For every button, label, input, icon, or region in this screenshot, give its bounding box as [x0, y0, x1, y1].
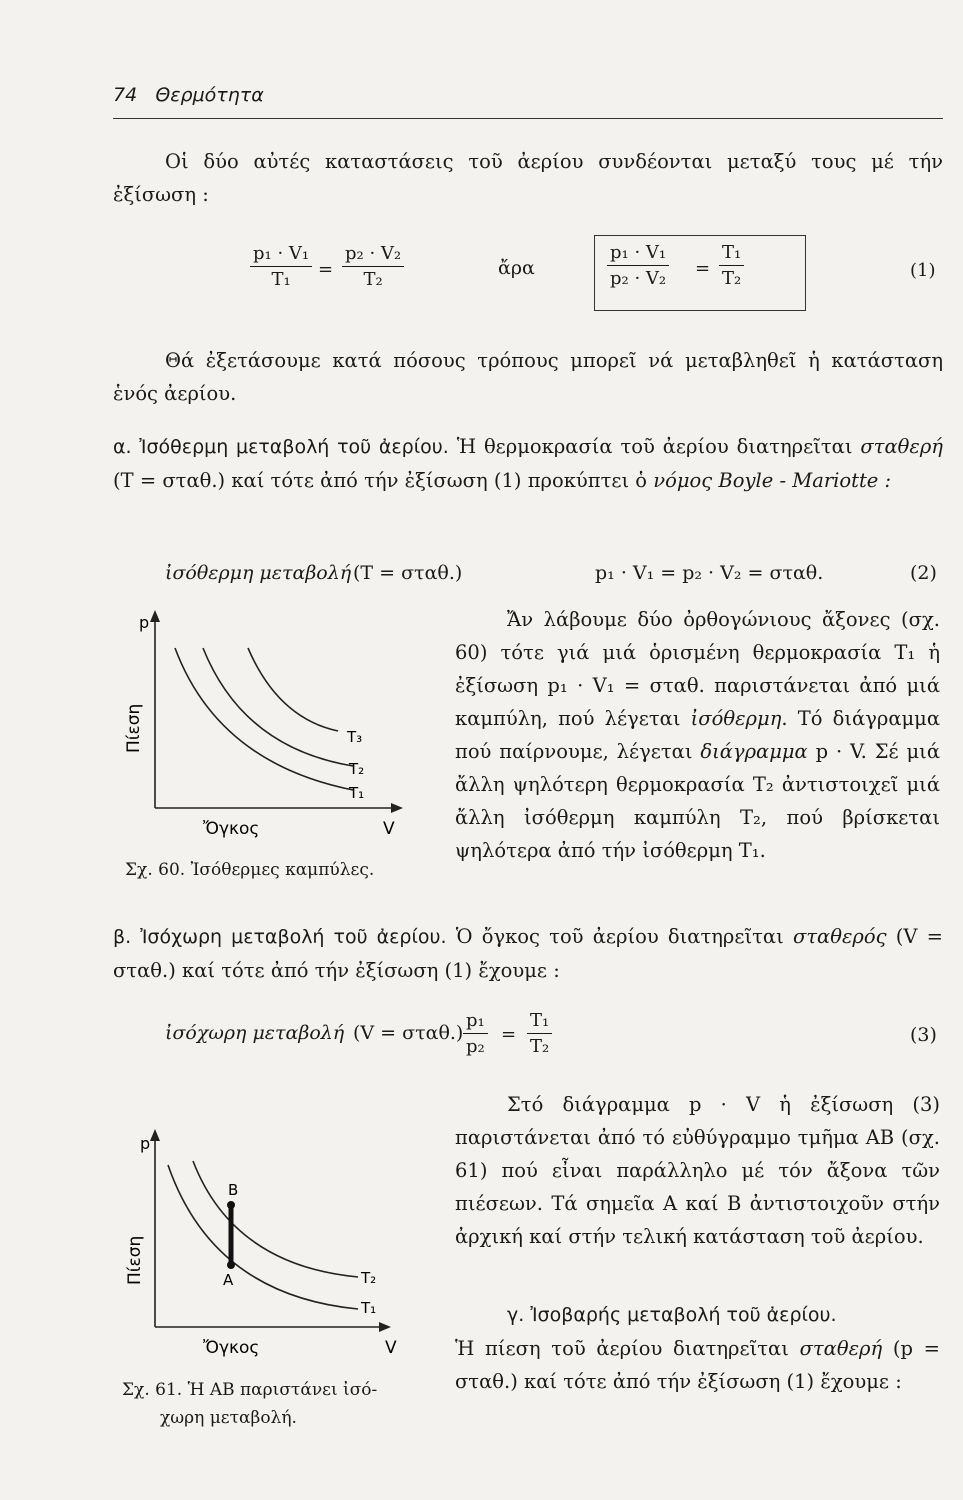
eq1-ara: ἄρα: [498, 257, 535, 279]
paragraph-2: Θά ἐξετάσουμε κατά πόσους τρόπους μπορεῖ νά μεταβληθεῖ ἡ κατάσταση ἑνός ἀερίου.: [113, 349, 943, 405]
equation-1: [250, 243, 940, 323]
point-a: [227, 1261, 235, 1269]
fig60-y-label: Πίεση: [124, 703, 144, 753]
fig60-t1-label: T₁: [349, 784, 365, 802]
eq1-left-fraction: $\frac{\text{p₁ · V₁}}{\text{T₁}}$: [250, 243, 312, 290]
fig61-v-label: V: [385, 1338, 397, 1358]
fig60-t3-label: T₃: [347, 728, 363, 746]
eq3-number: (3): [910, 1024, 937, 1046]
eq1-number: (1): [910, 260, 936, 281]
point-b: [227, 1201, 235, 1209]
fig60-t2-label: T₂: [349, 760, 365, 778]
fig60-y-arrow: [150, 610, 160, 622]
eq1-equals: =: [318, 259, 334, 280]
equation-2: [165, 562, 945, 594]
page-number: 74: [113, 84, 138, 106]
fig61-x-label: Ὄγκος: [203, 1338, 260, 1358]
fig61-isotherm-t2: [193, 1161, 358, 1277]
fig61-t2-label: T₂: [361, 1269, 377, 1287]
fig60-caption: Σχ. 60. Ἰσόθερμες καμπύλες.: [125, 860, 375, 880]
section-g: γ. Ἰσοβαρής μεταβολή τοῦ ἀερίου. Ἡ πίεση τοῦ ἀερίου διατηρεῖται σταθερή (p = σταθ.) καί τότε ἀπό τήν ἐξίσωση (1) ἔχουμε :: [455, 1304, 941, 1393]
eq3-right-fraction: $\frac{\text{T₁}}{\text{T₂}}$: [527, 1010, 552, 1057]
eq3-left-fraction: $\frac{\text{p₁}}{\text{p₂}}$: [463, 1010, 488, 1057]
eq2-number: (2): [910, 562, 937, 584]
section-a: α. Ἰσόθερμη μεταβολή τοῦ ἀερίου. Ἡ θερμοκρασία τοῦ ἀερίου διατηρεῖται σταθερή (T = σταθ.) καί τότε ἀπό τήν ἐξίσωση (1) προκύπτει ὁ νόμος Boyle - Mariotte :: [113, 435, 943, 492]
figure-60: [113, 608, 443, 843]
section-g-heading: γ. Ἰσοβαρής μεταβολή τοῦ ἀερίου.: [507, 1304, 837, 1326]
paragraph-b-right: Στό διάγραμμα p · V ἡ ἐξίσωση (3) παριστάνεται ἀπό τό εὐθύγραμμο τμῆμα AB (σχ. 61) πού εἶναι παράλληλο μέ τόν ἄξονα τῶν πιέσεων. Τά σημεῖα A καί B ἀντιστοιχοῦν στήν ἀρχική καί στήν τελική κατάσταση τοῦ ἀερίου.: [455, 1093, 940, 1248]
eq2-label: ἰσόθερμη μεταβολή: [165, 562, 352, 584]
fig61-y-label: Πίεση: [125, 1235, 145, 1285]
page-header: [113, 84, 264, 106]
intro-paragraph: [113, 145, 943, 211]
fig61-a-label: A: [223, 1271, 234, 1289]
fig61-y-arrow: [150, 1129, 160, 1141]
fig60-x-label: Ὄγκος: [203, 819, 260, 839]
isotherm-t3: [248, 648, 338, 731]
intro-text: Οἱ δύο αὐτές καταστάσεις τοῦ ἀερίου συνδέονται μεταξύ τους μέ τήν ἐξίσωση :: [113, 150, 943, 206]
fig61-p-label: p: [140, 1134, 151, 1153]
fig60-v-label: V: [383, 819, 395, 839]
eq2-formula: p₁ · V₁ = p₂ · V₂ = σταθ.: [595, 562, 824, 584]
eq1-boxed: $\frac{\text{p₁ · V₁}}{\text{p₂ · V₂}}$ = $\frac{\text{T₁}}{\text{T₂}}$: [594, 235, 806, 311]
eq1-right-fraction: $\frac{\text{p₂ · V₂}}{\text{T₂}}$: [342, 243, 404, 290]
eq1-box-left: $\frac{\text{p₁ · V₁}}{\text{p₂ · V₂}}$: [607, 242, 669, 289]
fig61-isotherm-t1: [168, 1165, 358, 1309]
eq2-condition: (T = σταθ.): [353, 562, 463, 584]
fig60-x-arrow: [391, 803, 403, 813]
fig60-p-label: p: [139, 613, 150, 632]
fig61-t1-label: T₁: [361, 1299, 377, 1317]
fig61-b-label: B: [228, 1181, 239, 1199]
section-b-heading: β. Ἰσόχωρη μεταβολή τοῦ ἀερίου.: [113, 926, 447, 948]
section-a-heading: α. Ἰσόθερμη μεταβολή τοῦ ἀερίου.: [113, 436, 449, 458]
paragraph-a-right: Ἄν λάβουμε δύο ὀρθογώνιους ἄξονες (σχ. 60) τότε γιά μιά ὁρισμένη θερμοκρασία T₁ ἡ ἐξίσωση p₁ · V₁ = σταθ. παριστάνεται ἀπό μιά καμπύλη, πού λέγεται ἰσόθερμη. Τό διάγραμμα πού παίρνουμε, λέγεται διάγραμμα p · V. Σέ μιά ἄλλη ψηλότερη θερμοκρασία T₂ ἀντιστοιχεῖ μιά ἄλλη ἰσόθερμη καμπύλη T₂, πού βρίσκεται ψηλότερα ἀπό τήν ἰσόθερμη T₁.: [455, 608, 941, 862]
header-rule: [113, 118, 943, 119]
figure-61: [113, 1125, 443, 1365]
isotherm-t2: [203, 648, 353, 766]
equation-3: ἰσόχωρη μεταβολή (V = σταθ.) $\frac{\text{p₁}}{\text{p₂}}$ = $\frac{\text{T₁}}{\text{T₂}}$ (3): [165, 1010, 937, 1057]
eq1-box-right: $\frac{\text{T₁}}{\text{T₂}}$: [719, 242, 744, 289]
isotherm-t1: [175, 648, 353, 790]
eq3-label: ἰσόχωρη μεταβολή: [165, 1022, 345, 1044]
fig61-caption: Σχ. 61. Ἡ AB παριστάνει ἰσό- χωρη μεταβολή.: [122, 1380, 378, 1428]
fig61-x-arrow: [379, 1322, 391, 1332]
chapter-title: Θερμότητα: [155, 84, 264, 106]
section-b: β. Ἰσόχωρη μεταβολή τοῦ ἀερίου. Ὁ ὄγκος τοῦ ἀερίου διατηρεῖται σταθερός (V = σταθ.) καί τότε ἀπό τήν ἐξίσωση (1) ἔχουμε :: [113, 925, 943, 982]
eq3-condition: (V = σταθ.): [353, 1022, 464, 1044]
